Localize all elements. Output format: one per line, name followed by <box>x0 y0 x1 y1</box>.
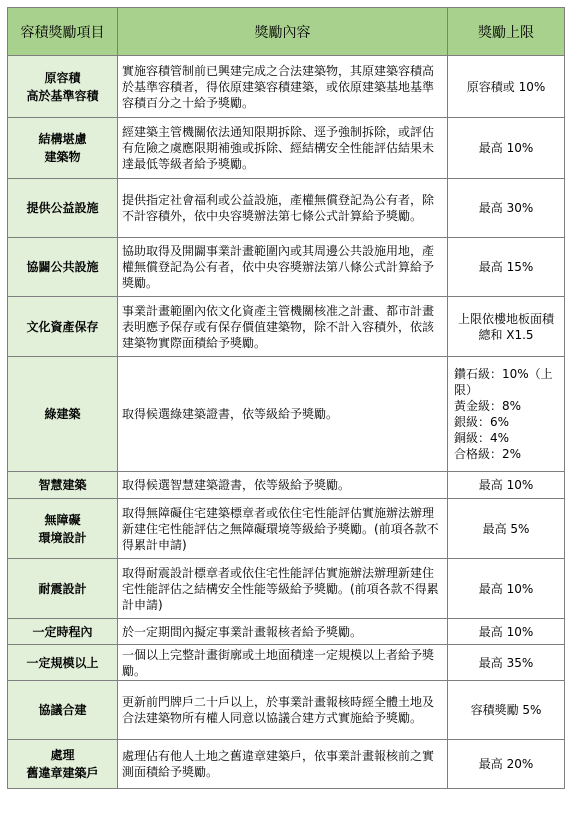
row-item-name <box>8 499 118 559</box>
row-item-name <box>8 740 118 789</box>
row-bonus-limit-line: 原容積或 10% <box>466 79 546 94</box>
row-bonus-limit <box>448 619 565 645</box>
row-bonus-limit-line: 最高 10% <box>478 624 534 639</box>
bonus-table-container <box>7 7 564 789</box>
row-bonus-limit-line: 最高 20% <box>478 757 534 771</box>
row-item-name-line: 處理 <box>50 748 75 762</box>
row-bonus-content: 提供指定社會福利或公益設施，產權無償登記為公有者，除不計容積外，依中央容獎辦法第七條公式計算給予獎勵。 <box>118 179 448 238</box>
row-bonus-limit-line: 最高 15% <box>478 260 534 274</box>
row-bonus-content: 一個以上完整計畫街廓或土地面積達一定規模以上者給予獎勵。 <box>118 645 448 681</box>
table-row <box>8 645 565 681</box>
header-item: 容積獎勵項目 <box>8 8 118 56</box>
row-item-name <box>8 118 118 179</box>
row-bonus-content: 協助取得及開闢事業計畫範圍內或其周邊公共設施用地，產權無償登記為公有者，依中央容獎辦法第八條公式計算給予獎勵。 <box>118 238 448 297</box>
row-bonus-limit-line: 最高 35% <box>478 655 534 670</box>
row-bonus-limit <box>448 297 565 357</box>
row-item-name-line: 提供公益設施 <box>26 201 99 215</box>
row-item-name <box>8 297 118 357</box>
row-bonus-limit <box>448 357 565 472</box>
row-item-name-line: 無障礙 <box>44 512 81 527</box>
row-item-name <box>8 238 118 297</box>
row-item-name <box>8 472 118 499</box>
row-item-name <box>8 619 118 645</box>
row-item-name <box>8 559 118 619</box>
row-item-name-line: 一定規模以上 <box>26 655 99 670</box>
row-item-name <box>8 56 118 118</box>
row-item-name <box>8 681 118 740</box>
table-row <box>8 740 565 789</box>
row-item-name-line: 建築物 <box>44 150 81 164</box>
row-bonus-limit-line: 上限依樓地板面積 <box>457 311 554 326</box>
row-item-name-line: 協議合建 <box>38 703 87 717</box>
row-bonus-limit-line: 鑽石級：10%（上 <box>454 367 553 381</box>
row-bonus-limit-line: 最高 10% <box>478 478 534 492</box>
row-bonus-limit-line: 最高 30% <box>478 201 534 215</box>
table-row <box>8 357 565 472</box>
row-item-name-line: 一定時程內 <box>32 624 93 639</box>
row-bonus-content: 實施容積管制前已興建完成之合法建築物，其原建築容積高於基準容積者，得依原建築容積建築，或依原建築基地基準容積百分之十給予獎勵。 <box>118 56 448 118</box>
row-bonus-limit-line: 總和 X1.5 <box>478 327 534 342</box>
row-item-name-line: 高於基準容積 <box>26 88 99 103</box>
row-bonus-limit-line: 容積獎勵 5% <box>470 703 542 717</box>
row-item-name-line: 環境設計 <box>38 530 87 545</box>
row-bonus-limit-line: 最高 5% <box>482 521 530 536</box>
row-bonus-limit-line: 合格級：2% <box>454 447 522 461</box>
table-body <box>8 56 565 789</box>
row-bonus-limit <box>448 559 565 619</box>
table-row <box>8 179 565 238</box>
header-content: 獎勵內容 <box>118 8 448 56</box>
row-bonus-content: 於一定期間內擬定事業計畫報核者給予獎勵。 <box>118 619 448 645</box>
row-bonus-limit-line: 銀級：6% <box>454 415 510 429</box>
row-bonus-limit <box>448 645 565 681</box>
table-row <box>8 472 565 499</box>
row-bonus-limit <box>448 118 565 179</box>
table-row <box>8 619 565 645</box>
row-bonus-limit-line: 黃金級：8% <box>454 399 522 413</box>
row-item-name <box>8 645 118 681</box>
row-bonus-limit <box>448 179 565 238</box>
table-row <box>8 56 565 118</box>
row-item-name-line: 舊違章建築戶 <box>26 766 99 780</box>
row-item-name-line: 智慧建築 <box>38 478 87 492</box>
row-bonus-limit <box>448 472 565 499</box>
row-bonus-content: 處理佔有他人土地之舊違章建築戶，依事業計畫報核前之實測面積給予獎勵。 <box>118 740 448 789</box>
table-row <box>8 499 565 559</box>
table-row <box>8 238 565 297</box>
row-bonus-limit <box>448 740 565 789</box>
row-bonus-content: 更新前門牌戶二十戶以上，於事業計畫報核時經全體土地及合法建築物所有權人同意以協議合建方式實施給予獎勵。 <box>118 681 448 740</box>
row-bonus-content: 取得耐震設計標章者或依住宅性能評估實施辦法辦理新建住宅性能評估之結構安全性能等級給予獎勵。(前項各款不得累計申請) <box>118 559 448 619</box>
row-item-name-line: 文化資產保存 <box>26 319 99 334</box>
row-bonus-limit-line: 最高 10% <box>478 141 534 155</box>
row-item-name <box>8 179 118 238</box>
row-bonus-content: 經建築主管機關依法通知限期拆除、逕予強制拆除，或評估有危險之虞應限期補強或拆除、經結構安全性能評估結果未達最低等級者給予獎勵。 <box>118 118 448 179</box>
row-bonus-limit-line: 銅級：4% <box>454 431 510 445</box>
row-item-name-line: 綠建築 <box>44 407 81 421</box>
table-row <box>8 297 565 357</box>
row-bonus-content: 取得候選綠建築證書，依等級給予獎勵。 <box>118 357 448 472</box>
row-bonus-limit-line: 最高 10% <box>478 581 534 596</box>
row-bonus-limit <box>448 238 565 297</box>
row-bonus-limit <box>448 499 565 559</box>
row-bonus-limit <box>448 56 565 118</box>
row-bonus-content: 取得無障礙住宅建築標章者或依住宅性能評估實施辦法辦理新建住宅性能評估之無障礙環境等級給予獎勵。(前項各款不得累計申請) <box>118 499 448 559</box>
row-bonus-limit <box>448 681 565 740</box>
row-item-name-line: 耐震設計 <box>38 581 87 596</box>
row-bonus-content: 取得候選智慧建築證書，依等級給予獎勵。 <box>118 472 448 499</box>
table-row <box>8 118 565 179</box>
row-bonus-limit-line: 限） <box>454 383 479 397</box>
row-bonus-content: 事業計畫範圍內依文化資產主管機關核准之計畫、都市計畫表明應予保存或有保存價值建築物，除不計入容積外，依該建築物實際面積給予獎勵。 <box>118 297 448 357</box>
row-item-name <box>8 357 118 472</box>
table-header-row <box>8 8 565 56</box>
header-limit: 獎勵上限 <box>448 8 565 56</box>
table-row <box>8 681 565 740</box>
row-item-name-line: 原容積 <box>44 70 81 85</box>
row-item-name-line: 結構堪慮 <box>38 132 87 146</box>
row-item-name-line: 協闢公共設施 <box>26 260 99 274</box>
floor-area-bonus-table <box>7 7 565 789</box>
table-row <box>8 559 565 619</box>
